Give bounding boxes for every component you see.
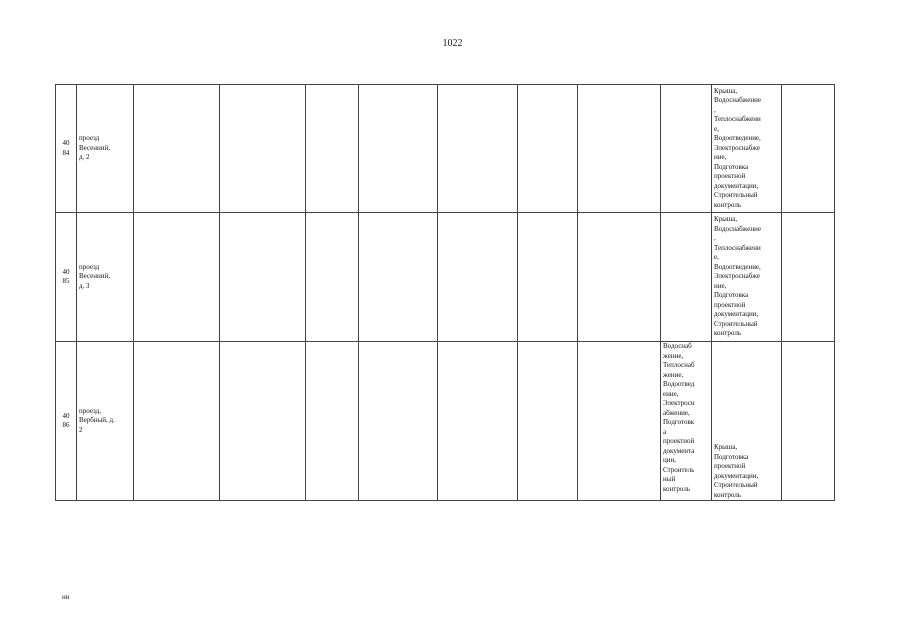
page-number: 1022: [442, 38, 463, 49]
table-row: [56, 342, 835, 501]
empty-cell: [306, 85, 359, 213]
table-row: [56, 85, 835, 213]
row-number: 40 86: [56, 342, 77, 501]
works-list-cell: Крыша, Подготовка проектной документации, Строительный контроль: [712, 342, 782, 501]
empty-cell: [220, 85, 306, 213]
empty-cell: [782, 213, 835, 342]
works-table: [55, 84, 835, 501]
row-number: 40 84: [56, 85, 77, 213]
empty-cell: [578, 342, 661, 501]
empty-cell: [134, 213, 220, 342]
empty-cell: [518, 85, 578, 213]
empty-cell: [782, 342, 835, 501]
works-list-cell: [661, 213, 712, 342]
empty-cell: [134, 342, 220, 501]
empty-cell: [359, 85, 438, 213]
empty-cell: [438, 342, 518, 501]
empty-cell: [306, 213, 359, 342]
works-list-cell: Водоснаб жение, Теплоснаб жение, Водоотвед ение, Электросн абжение, Подготовк а проектной документа ции, Строитель ный контроль: [661, 342, 712, 501]
empty-cell: [134, 85, 220, 213]
works-list-cell: Крыша, Водоснабжение , Теплоснабжени е, Водоотведение, Электроснабже ние, Подготовка проектной документации, Строительный контроль: [712, 85, 782, 213]
empty-cell: [438, 85, 518, 213]
empty-cell: [359, 342, 438, 501]
empty-cell: [782, 85, 835, 213]
empty-cell: [518, 213, 578, 342]
empty-cell: [518, 342, 578, 501]
empty-cell: [359, 213, 438, 342]
table-row: [56, 213, 835, 342]
empty-cell: [220, 342, 306, 501]
address-cell: проезд Весенний, д. 2: [77, 85, 134, 213]
works-list-cell: [661, 85, 712, 213]
empty-cell: [438, 213, 518, 342]
address-cell: проезд, Вербный, д. 2: [77, 342, 134, 501]
address-cell: проезд Весенний, д. 3: [77, 213, 134, 342]
footer-mark: нн: [62, 593, 70, 601]
empty-cell: [220, 213, 306, 342]
works-list-cell: Крыша, Водоснабжение , Теплоснабжени е, Водоотведение, Электроснабже ние, Подготовка проектной документации, Строительный контроль: [712, 213, 782, 342]
empty-cell: [578, 85, 661, 213]
empty-cell: [578, 213, 661, 342]
empty-cell: [306, 342, 359, 501]
row-number: 40 85: [56, 213, 77, 342]
